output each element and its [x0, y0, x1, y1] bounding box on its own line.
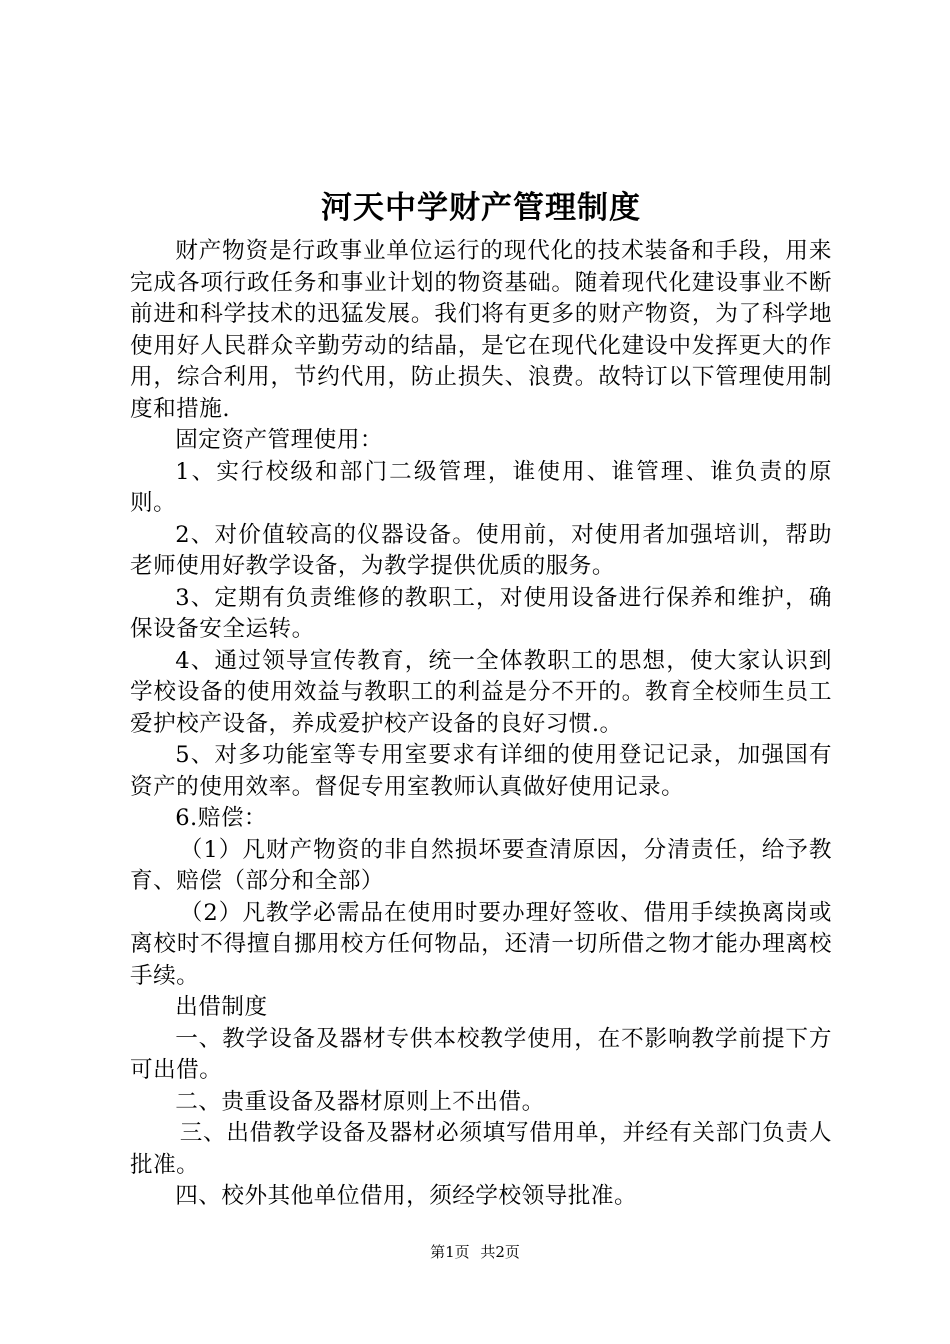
- paragraph-lending-1: 一、教学设备及器材专供本校教学使用，在不影响教学前提下方可出借。: [130, 1025, 832, 1083]
- paragraph-item-4: 4、通过领导宣传教育，统一全体教职工的思想，使大家认识到学校设备的使用效益与教职工的利益是分不开的。教育全校师生员工爱护校产设备，养成爱护校产设备的良好习惯.。: [130, 647, 832, 737]
- document-body: [130, 236, 832, 1213]
- paragraph-lending-2: 二、贵重设备及器材原则上不出借。: [175, 1088, 545, 1115]
- paragraph-heading-fixed-assets: 固定资产管理使用：: [175, 427, 384, 453]
- paragraph-heading-compensation: 6.赔偿：: [175, 805, 268, 831]
- paragraph-lending-4: 四、校外其他单位借用，须经学校领导批准。: [175, 1183, 638, 1209]
- page-total: 共2页: [480, 1243, 520, 1261]
- paragraph-item-2: 2、对价值较高的仪器设备。使用前，对使用者加强培训，帮助老师使用好教学设备，为教学提供优质的服务。: [130, 521, 832, 579]
- paragraph-heading-lending: 出借制度: [175, 994, 268, 1020]
- paragraph-item-5: 5、对多功能室等专用室要求有详细的使用登记记录，加强国有资产的使用效率。督促专用室教师认真做好使用记录。: [130, 742, 832, 800]
- paragraph-intro: 财产物资是行政事业单位运行的现代化的技术装备和手段，用来完成各项行政任务和事业计划的物资基础。随着现代化建设事业不断前进和科学技术的迅猛发展。我们将有更多的财产物资，为了科学地使用好人民群众辛勤劳动的结晶，是它在现代化建设中发挥更大的作用，综合利用，节约代用，防止损失、浪费。故特订以下管理使用制度和措施.: [130, 238, 832, 422]
- paragraph-item-3: 3、定期有负责维修的教职工，对使用设备进行保养和维护，确保设备安全运转。: [130, 584, 832, 642]
- paragraph-compensation-2: （2）凡教学必需品在使用时要办理好签收、借用手续换离岗或离校时不得擅自挪用校方任何物品，还清一切所借之物才能办理离校手续。: [130, 899, 832, 989]
- page-footer: [0, 1241, 950, 1262]
- document-title: 河天中学财产管理制度: [321, 190, 641, 226]
- paragraph-compensation-1: （1）凡财产物资的非自然损坏要查清原因，分清责任，给予教育、赔偿（部分和全部）: [130, 836, 832, 894]
- paragraph-lending-3: 三、出借教学设备及器材必须填写借用单，并经有关部门负责人批准。: [130, 1120, 832, 1178]
- page-number: 第1页: [430, 1243, 470, 1261]
- paragraph-item-1: 1、实行校级和部门二级管理，谁使用、谁管理、谁负责的原则。: [130, 458, 832, 516]
